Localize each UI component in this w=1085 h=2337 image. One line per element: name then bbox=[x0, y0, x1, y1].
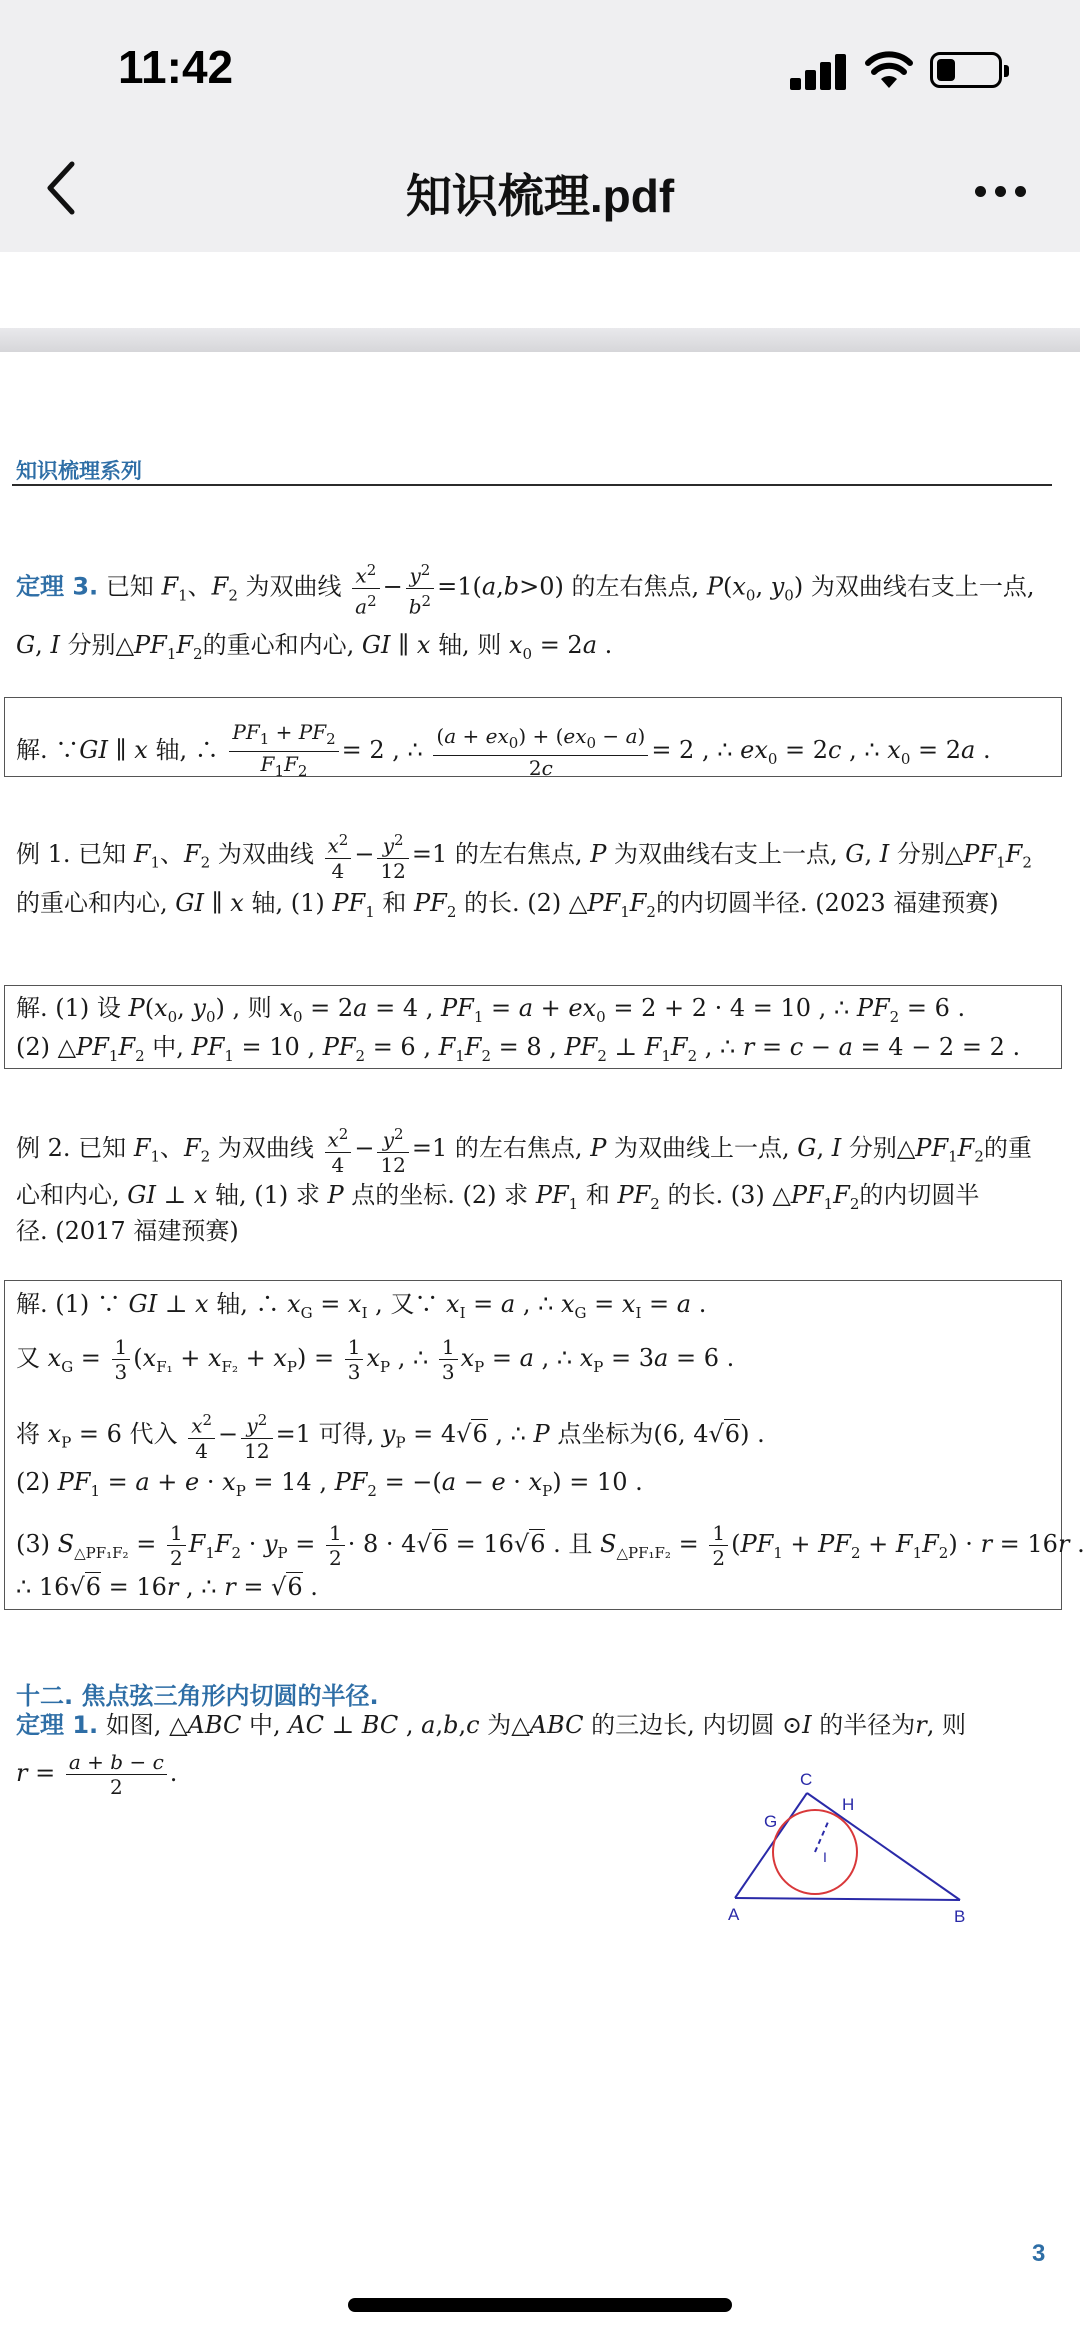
top-bar bbox=[0, 0, 1080, 252]
solution-example2-line4: (2) $PF_1 = a + e \cdot x_P = 14$ , $PF_2 = -(a - e \cdot x_P) = 10$ . bbox=[16, 1468, 643, 1500]
example2-line3: 径. (2017 福建预赛) bbox=[16, 1217, 239, 1245]
label-h: H bbox=[842, 1795, 855, 1814]
label-g: G bbox=[764, 1812, 778, 1831]
theorem3-line2: G, I 分别$\triangle PF_1F_2$的重心和内心, GI ∥ x 轴, 则 $x_0 = 2a$ . bbox=[16, 631, 613, 663]
side-cb bbox=[807, 1793, 960, 1900]
document-title: 知识梳理.pdf bbox=[405, 170, 675, 222]
theorem-label: 定理 3. bbox=[16, 572, 99, 601]
home-indicator[interactable] bbox=[348, 2298, 732, 2312]
battery-icon bbox=[930, 52, 1002, 88]
radius-line bbox=[815, 1822, 828, 1852]
theorem1-line1: 定理 1. 如图, △ABC 中, AC ⊥ BC , a,b,c 为△ABC 的三边长, 内切圆 ⊙I 的半径为r, 则 bbox=[16, 1711, 966, 1739]
solution-example2-line3: 将 $x_P = 6$ 代入 $\frac{x^2}{4}$ − $\frac{y^2}{12}$ =1 可得, $y_P = 4√6$ , ∴ P 点坐标为(6, 4√6) . bbox=[16, 1408, 765, 1463]
more-options-icon[interactable] bbox=[975, 186, 1027, 200]
theorem1-line2: r = $\frac{a + b - c}{2}$ . bbox=[16, 1750, 178, 1799]
page-number: 3 bbox=[1032, 2240, 1046, 2267]
solution-example1-line1: 解. (1) 设 $P(x_0$, $y_0$) , 则 $x_0 = 2a = 4$ , $PF_1 = a + ex_0 = 2 + 2 \cdot 4 = 10$ , ∴ $PF_2 = 6$ . bbox=[16, 994, 966, 1026]
header-rule bbox=[12, 484, 1052, 486]
solution-example1-line2: (2) $\triangle PF_1F_2$ 中, $PF_1 = 10$ , $PF_2 = 6$ , $F_1F_2 = 8$ , $PF_2$ ⊥ $F_1F_2$ , ∴ r = c − a = 4 − 2 = 2 . bbox=[16, 1033, 1021, 1065]
status-time: 11:42 bbox=[118, 41, 234, 93]
label-i: I bbox=[823, 1849, 827, 1865]
wifi-icon bbox=[866, 50, 912, 90]
solution-theorem3: 解. ∵GI ∥ x 轴, ∴ $\frac{PF_1 + PF_2}{F_1F_2}$ = 2 , ∴ $\frac{(a + ex_0) + (ex_0 - a)}{2c}$ = 2 , ∴ $ex_0 = 2c$ , ∴ $x_0 = 2a$ . bbox=[16, 720, 991, 780]
solution-example2-line2: 又 $x_G$ = $\frac{1}{3}$ $(x_{F_1} + x_{F_2} + x_P)$ = $\frac{1}{3}$ $x_P$ , ∴ $\frac{1}{3}$ $x_P = a$ , ∴ $x_P = 3a = 6$ . bbox=[16, 1335, 735, 1384]
example2-line2: 心和内心, GI ⊥ x 轴, (1) 求 P 点的坐标. (2) 求 $PF_1$ 和 $PF_2$ 的长. (3) $\triangle PF_1F_2$的内切圆半 bbox=[16, 1181, 980, 1213]
cellular-signal-icon bbox=[790, 52, 848, 90]
label-c: C bbox=[800, 1770, 813, 1789]
solution-example2-line6: ∴ 16√6 = 16r , ∴ r = √6 . bbox=[16, 1573, 318, 1601]
page-separator bbox=[0, 328, 1080, 352]
incircle-triangle-figure bbox=[720, 1760, 990, 1930]
example1-line1: 例 1. 已知 $F_1$、$F_2$ 为双曲线 $\frac{x^2}{4}$ − $\frac{y^2}{12}$ =1 的左右焦点, P 为双曲线右支上一点, G, I 分别$\triangle PF_1F_2$ bbox=[16, 828, 1032, 883]
side-ab bbox=[735, 1898, 960, 1900]
solution-example2-line5: (3) $S_{\triangle PF_1F_2}$ = $\frac{1}{2}$ $F_1F_2 \cdot y_P$ = $\frac{1}{2}$ · 8 · 4√6 = 16√6 . 且 $S_{\triangle PF_1F_2}$ = $\frac{1}{2}$ $(PF_1 + PF_2 + F_1F_2) \cdot r = 16r$ . bbox=[16, 1521, 1085, 1570]
label-b: B bbox=[954, 1907, 966, 1926]
example1-line2: 的重心和内心, GI ∥ x 轴, (1) $PF_1$ 和 $PF_2$ 的长. (2) $\triangle PF_1F_2$的内切圆半径. (2023 福建预赛) bbox=[16, 889, 999, 921]
theorem-label: 定理 1. bbox=[16, 1711, 99, 1739]
solution-example2-line1: 解. (1) ∵ GI ⊥ x 轴, ∴ $x_G = x_I$ , 又∵ $x_I = a$ , ∴ $x_G = x_I = a$ . bbox=[16, 1290, 707, 1322]
theorem3-line1: 定理 3. 已知 $F_1$、$F_2$ 为双曲线 $\frac{x^2}{a^2}$ − $\frac{y^2}{b^2}$ =1(a,b>0) 的左右焦点, $P(x_0$, $y_0$) 为双曲线右支上一点, bbox=[16, 558, 1034, 618]
example2-line1: 例 2. 已知 $F_1$、$F_2$ 为双曲线 $\frac{x^2}{4}$ − $\frac{y^2}{12}$ =1 的左右焦点, P 为双曲线上一点, G, I 分别$\triangle PF_1F_2$的重 bbox=[16, 1122, 1032, 1177]
series-title: 知识梳理系列 bbox=[16, 459, 142, 483]
label-a: A bbox=[728, 1905, 740, 1924]
section-title: 十二. 焦点弦三角形内切圆的半径. bbox=[16, 1682, 379, 1710]
side-ac bbox=[735, 1793, 807, 1898]
